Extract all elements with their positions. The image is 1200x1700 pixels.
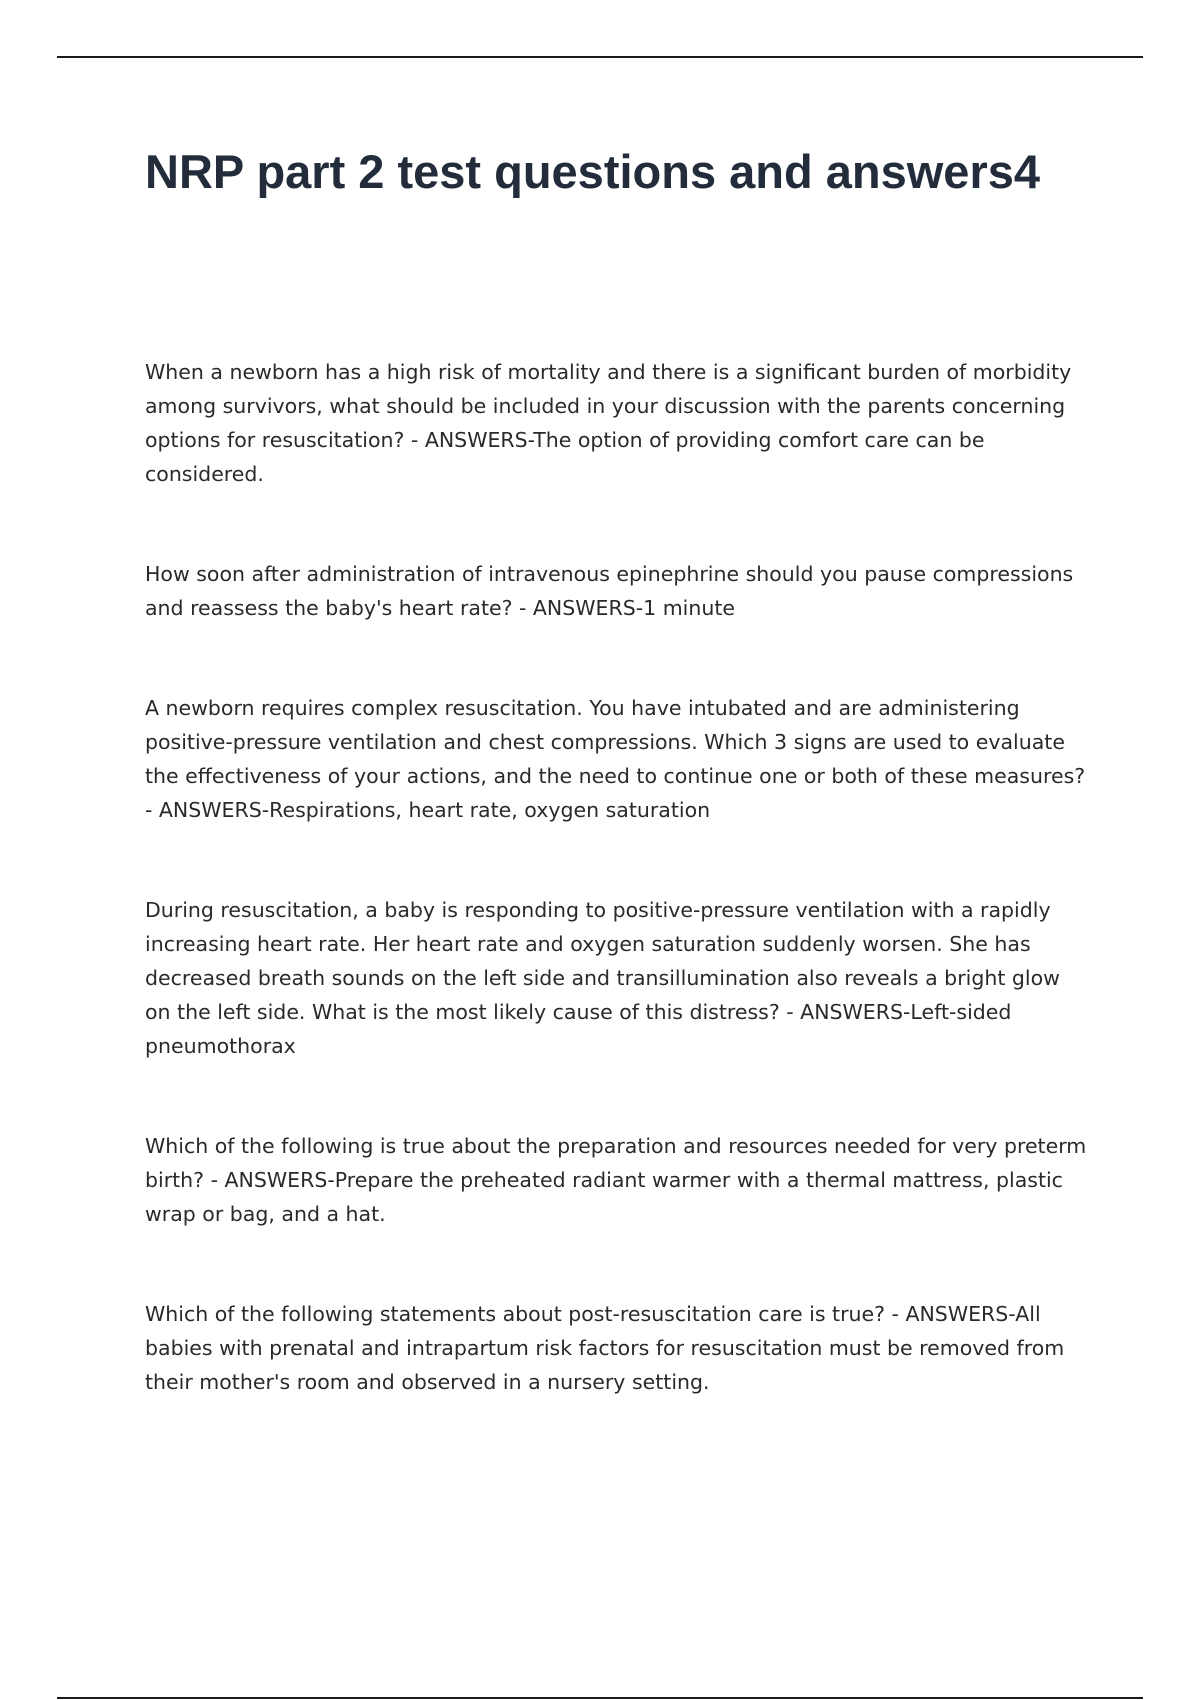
question-text: During resuscitation, a baby is responding to positive-pressure ventilation with a rapidly increasing heart rate. Her heart rate and oxygen saturation suddenly worsen. She has decreased breath sounds on the left side and transillumination also reveals a bright glow on the left side. What is the most likely cause of this distress?	[145, 898, 1060, 1024]
qa-item	[145, 557, 1090, 625]
answer-text: 1 minute	[643, 596, 736, 620]
footer-rule	[57, 1697, 1143, 1699]
qa-item	[145, 691, 1090, 827]
qa-item	[145, 1129, 1090, 1231]
header-rule	[57, 56, 1143, 58]
answer-separator: - ANSWERS-	[885, 1302, 1016, 1326]
page-title: NRP part 2 test questions and answers4	[145, 145, 1041, 198]
question-text: Which of the following is true about the preparation and resources needed for very preterm birth?	[145, 1134, 1087, 1192]
question-text: How soon after administration of intravenous epinephrine should you pause compressions and reassess the baby's heart rate?	[145, 562, 1074, 620]
answer-separator: - ANSWERS-	[404, 428, 534, 452]
answer-separator: - ANSWERS-	[512, 596, 644, 620]
qa-item	[145, 1297, 1090, 1399]
question-text: Which of the following statements about post-resuscitation care is true?	[145, 1302, 886, 1326]
qa-list	[145, 355, 1090, 1465]
answer-text: The option of providing comfort care can be considered.	[145, 428, 985, 486]
answer-text: Left-sided pneumothorax	[145, 1000, 1012, 1058]
answer-separator: - ANSWERS-	[779, 1000, 911, 1024]
answer-text: Prepare the preheated radiant warmer with a thermal mattress, plastic wrap or bag, and a hat.	[145, 1168, 1063, 1226]
answer-separator: - ANSWERS-	[204, 1168, 335, 1192]
answer-separator: - ANSWERS-	[145, 798, 270, 822]
qa-item	[145, 355, 1090, 491]
answer-text: All babies with prenatal and intrapartum risk factors for resuscitation must be removed from their mother's room and observed in a nursery setting.	[145, 1302, 1065, 1394]
qa-item	[145, 893, 1090, 1063]
question-text: A newborn requires complex resuscitation. You have intubated and are administering positive-pressure ventilation and chest compressions. Which 3 signs are used to evaluate the effectiveness of your actions, and the need to continue one or both of these measures?	[145, 696, 1086, 788]
answer-text: Respirations, heart rate, oxygen saturation	[269, 798, 711, 822]
question-text: When a newborn has a high risk of mortality and there is a significant burden of morbidity among survivors, what should be included in your discussion with the parents concerning options for resuscitation?	[145, 360, 1072, 452]
